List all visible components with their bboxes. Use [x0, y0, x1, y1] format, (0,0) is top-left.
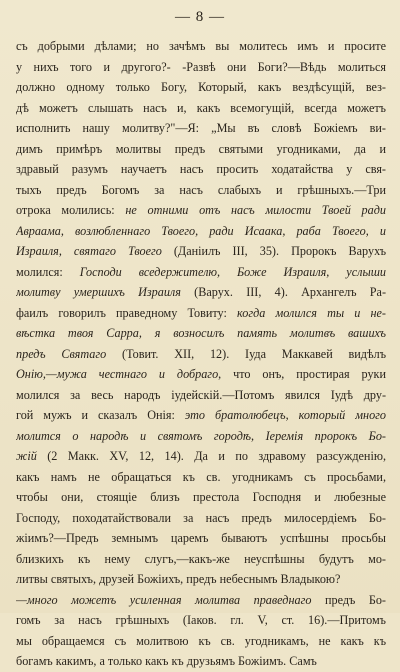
italic-text: жій: [16, 449, 37, 463]
text-segment: дѣ можетъ слышать насъ и, какъ всемогущій, всегда можетъ: [16, 100, 386, 115]
text-line: [16, 446, 386, 467]
text-line: [16, 200, 386, 221]
text-segment: гомъ за насъ грѣшныхъ (Іаков. гл. V, ст. 16).—Притомъ: [16, 613, 386, 627]
text-segment: гой мужъ и сказалъ Онія:: [16, 408, 185, 422]
text-line: [16, 344, 386, 365]
text-segment: , что онъ, простирая руки: [218, 367, 386, 381]
italic-text: не отними отъ насъ милости Твоей ради: [125, 203, 386, 217]
text-line: [16, 221, 386, 242]
text-segment: у нихъ того и другого?- -Развѣ они Боги?—Вѣдь молиться: [16, 59, 386, 74]
text-segment: тыхъ предъ Богомъ за насъ слабыхъ и грѣшныхъ.—Три: [16, 182, 386, 197]
text-line: [16, 569, 386, 590]
text-segment: исполнить нашу молитву?"—Я: „Мы въ словѣ Божіемъ ви-: [16, 121, 386, 135]
text-segment: здравый разумъ научаетъ насъ просить ходатайства у свя-: [16, 162, 386, 176]
text-line: [16, 57, 386, 78]
text-segment: близкихъ къ нему слугъ,—какъ-же неуспѣшны будутъ мо-: [16, 551, 386, 566]
text-line: [16, 282, 386, 303]
text-segment: (2 Макк. XV, 12, 14). Да и по здравому разсужденію,: [36, 449, 386, 463]
text-segment: отрока молились:: [16, 203, 126, 217]
italic-text: молится о народѣ и святомъ городѣ, Іеремія пророкъ Бо-: [16, 428, 386, 443]
text-line: [16, 118, 386, 139]
text-line: [16, 651, 386, 672]
text-line: [16, 139, 386, 160]
text-segment: должно одному только Богу, Который, какъ вездѣсущій, вез-: [16, 80, 386, 94]
italic-text: Господи вседержителю, Боже Израиля, услыши: [79, 264, 386, 279]
text-segment: чтобы они, стоящіе близъ престола Господня и любезные: [16, 490, 386, 504]
text-line: [16, 180, 386, 201]
italic-text: когда молился ты и не-: [236, 305, 386, 320]
italic-text: —много можетъ усиленная молитва праведнаго: [16, 592, 312, 607]
italic-text: Авраама, возлюбленнаго Твоего, ради Исаака, раба Твоего, и: [16, 223, 386, 238]
text-segment: фаилъ говорилъ праведному Товиту:: [16, 305, 237, 320]
text-line: [16, 98, 386, 119]
text-line: [16, 487, 386, 508]
text-line: [16, 467, 386, 488]
text-segment: съ добрыми дѣлами; но зачѣмъ вы молитесь имъ и просите: [16, 39, 386, 53]
italic-text: вѣстка твоя Сарра, я возносилъ память молитвъ вашихъ: [16, 326, 386, 340]
text-segment: предъ Бо-: [311, 592, 386, 607]
text-segment: димъ примѣръ молитвы предъ святыми угодниками, да и: [16, 141, 386, 156]
italic-text: молитву умершихъ Израиля: [16, 285, 181, 299]
italic-text: Онію,—мужа честнаго и добраго: [16, 367, 219, 381]
text-line: [16, 610, 386, 631]
text-segment: мы обращаемся съ молитвою къ св. угодникамъ, не какъ къ: [16, 633, 386, 648]
text-line: [16, 528, 386, 549]
text-segment: богамъ какимъ, а только какъ къ друзьямъ Божіимъ. Самъ: [16, 654, 317, 668]
text-segment: Господу, походатайствовали за насъ предъ милосердіемъ Бо-: [16, 510, 386, 525]
text-line: [16, 508, 386, 529]
text-line: [16, 36, 386, 57]
text-line: [16, 241, 386, 262]
italic-text: это братолюбецъ, который много: [184, 408, 386, 422]
text-line: [16, 159, 386, 180]
text-line: [16, 549, 386, 570]
text-segment: (Варух. III, 4). Архангелъ Ра-: [180, 285, 386, 299]
text-segment: (Товит. XII, 12). Іуда Маккавей видѣлъ: [106, 346, 386, 361]
text-line: [16, 590, 386, 611]
body-text: [16, 36, 386, 672]
text-line: [16, 426, 386, 447]
text-line: [16, 303, 386, 324]
text-line: [16, 631, 386, 652]
text-line: [16, 385, 386, 406]
text-line: [16, 405, 386, 426]
text-line: [16, 364, 386, 385]
text-segment: литвы святыхъ, друзей Божіихъ, предъ небеснымъ Владыкою?: [16, 572, 341, 586]
text-line: [16, 262, 386, 283]
text-line: [16, 77, 386, 98]
page-number: — 8 —: [175, 9, 225, 25]
italic-text: предъ Святаго: [16, 346, 107, 361]
text-segment: молился:: [16, 264, 80, 279]
text-segment: (Даніилъ III, 35). Пророкъ Варухъ: [161, 244, 386, 258]
text-segment: жіимъ?—Предъ земнымъ царемъ бываютъ успѣшны просьбы: [16, 531, 386, 545]
text-line: [16, 323, 386, 344]
text-segment: какъ намъ не обращаться къ св. угодникамъ съ просьбами,: [16, 469, 386, 484]
text-segment: молился за весь народъ іудейскій.—Потомъ явился Іудѣ дру-: [16, 387, 386, 402]
italic-text: Израиля, святаго Твоего: [16, 244, 162, 258]
